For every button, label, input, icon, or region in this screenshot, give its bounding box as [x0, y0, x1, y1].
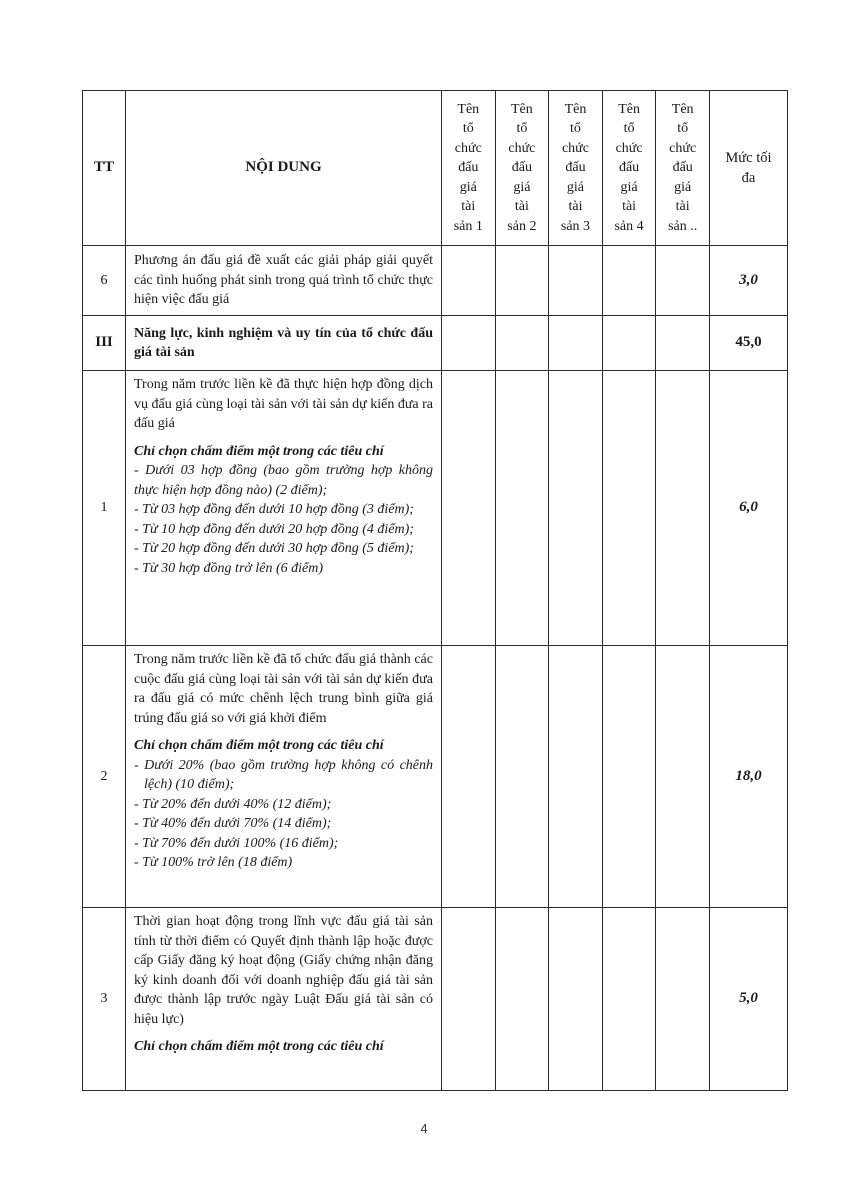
criterion-option: - Từ 10 hợp đồng đến dưới 20 hợp đồng (4 điểm);: [134, 521, 414, 537]
row-number: 3: [83, 908, 126, 1091]
header-org-3: Tên tổ chức đấu giá tài sản 3: [549, 91, 603, 246]
row-content: [126, 246, 442, 316]
score-cell: [442, 316, 496, 371]
max-score: 5,0: [709, 908, 787, 1091]
score-cell: [602, 908, 656, 1091]
section-number: III: [83, 316, 126, 371]
max-score: 6,0: [709, 371, 787, 646]
header-content: NỘI DUNG: [126, 91, 442, 246]
criterion-option: - Từ 20% đến dưới 40% (12 điểm);: [134, 796, 332, 812]
criterion-text: Thời gian hoạt động trong lĩnh vực đấu giá tài sản tính từ thời điểm có Quyết định thành lập hoặc được cấp Giấy đăng ký hoạt động (Giấy chứng nhận đăng ký kinh doanh đối với doanh nghiệp đấu giá tài sản được thành lập trước ngày Luật Đấu giá tài sản có hiệu lực): [134, 914, 433, 1027]
criterion-text: Trong năm trước liền kề đã tổ chức đấu giá thành các cuộc đấu giá cùng loại tài sản với tài sản dự kiến đưa ra đấu giá có mức chênh lệch trung bình giữa giá trúng đấu giá so với giá khởi điểm: [134, 652, 433, 726]
max-score: 45,0: [709, 316, 787, 371]
header-row: [83, 91, 788, 246]
row-content: [126, 316, 442, 371]
score-cell: [656, 246, 710, 316]
table-row: [83, 646, 788, 908]
header-max-score: Mức tối đa: [709, 91, 787, 246]
header-tt: TT: [83, 91, 126, 246]
score-cell: [549, 316, 603, 371]
max-score: 18,0: [709, 646, 787, 908]
score-cell: [549, 646, 603, 908]
score-cell: [549, 371, 603, 646]
criterion-option: - Từ 40% đến dưới 70% (14 điểm);: [134, 816, 332, 831]
page-number: 4: [420, 1121, 428, 1136]
max-score: 3,0: [709, 246, 787, 316]
criterion-option: - Dưới 03 hợp đồng (bao gồm trường hợp không thực hiện hợp đồng nào) (2 điểm);: [134, 463, 433, 498]
score-cell: [495, 646, 549, 908]
criterion-option: - Từ 03 hợp đồng đến dưới 10 hợp đồng (3 điểm);: [134, 502, 414, 517]
row-content: [126, 908, 442, 1091]
row-number: 1: [83, 371, 126, 646]
table-row: [83, 908, 788, 1091]
score-cell: [442, 646, 496, 908]
criterion-option: - Dưới 20% (bao gồm trường hợp không có chênh lệch) (10 điểm);: [134, 757, 433, 792]
row-content: [126, 371, 442, 646]
header-org-5: Tên tổ chức đấu giá tài sản ..: [656, 91, 710, 246]
table-row: [83, 246, 788, 316]
criteria-title: Chỉ chọn chấm điểm một trong các tiêu chí: [134, 443, 384, 459]
criterion-option: - Từ 70% đến dưới 100% (16 điểm);: [134, 835, 339, 851]
criteria-title: Chỉ chọn chấm điểm một trong các tiêu chí: [134, 738, 384, 753]
score-cell: [602, 246, 656, 316]
scoring-table: [82, 90, 788, 1091]
score-cell: [602, 646, 656, 908]
score-cell: [495, 246, 549, 316]
criteria-title: Chỉ chọn chấm điểm một trong các tiêu chí: [134, 1039, 384, 1054]
criterion-option: - Từ 20 hợp đồng đến dưới 30 hợp đồng (5 điểm);: [134, 541, 414, 556]
score-cell: [656, 316, 710, 371]
criterion-option: - Từ 30 hợp đồng trở lên (6 điểm): [134, 560, 324, 576]
row-content: [126, 646, 442, 908]
score-cell: [442, 908, 496, 1091]
criterion-option: - Từ 100% trở lên (18 điểm): [134, 855, 293, 870]
header-org-2: Tên tổ chức đấu giá tài sản 2: [495, 91, 549, 246]
header-org-1: Tên tổ chức đấu giá tài sản 1: [442, 91, 496, 246]
score-cell: [602, 371, 656, 646]
score-cell: [549, 908, 603, 1091]
score-cell: [495, 908, 549, 1091]
header-org-4: Tên tổ chức đấu giá tài sản 4: [602, 91, 656, 246]
score-cell: [495, 316, 549, 371]
score-cell: [602, 316, 656, 371]
criterion-text: Phương án đấu giá đề xuất các giải pháp giải quyết các tình huống phát sinh trong quá trình tổ chức thực hiện việc đấu giá: [134, 253, 433, 308]
score-cell: [549, 246, 603, 316]
table-row: [83, 316, 788, 371]
table-row: [83, 371, 788, 646]
score-cell: [495, 371, 549, 646]
row-number: 6: [83, 246, 126, 316]
section-title: Năng lực, kinh nghiệm và uy tín của tổ chức đấu giá tài sản: [134, 325, 433, 360]
score-cell: [442, 246, 496, 316]
row-number: 2: [83, 646, 126, 908]
score-cell: [656, 646, 710, 908]
score-cell: [656, 908, 710, 1091]
score-cell: [442, 371, 496, 646]
criterion-text: Trong năm trước liền kề đã thực hiện hợp đồng dịch vụ đấu giá cùng loại tài sản với tài sản dự kiến đưa ra đấu giá: [134, 377, 433, 431]
score-cell: [656, 371, 710, 646]
